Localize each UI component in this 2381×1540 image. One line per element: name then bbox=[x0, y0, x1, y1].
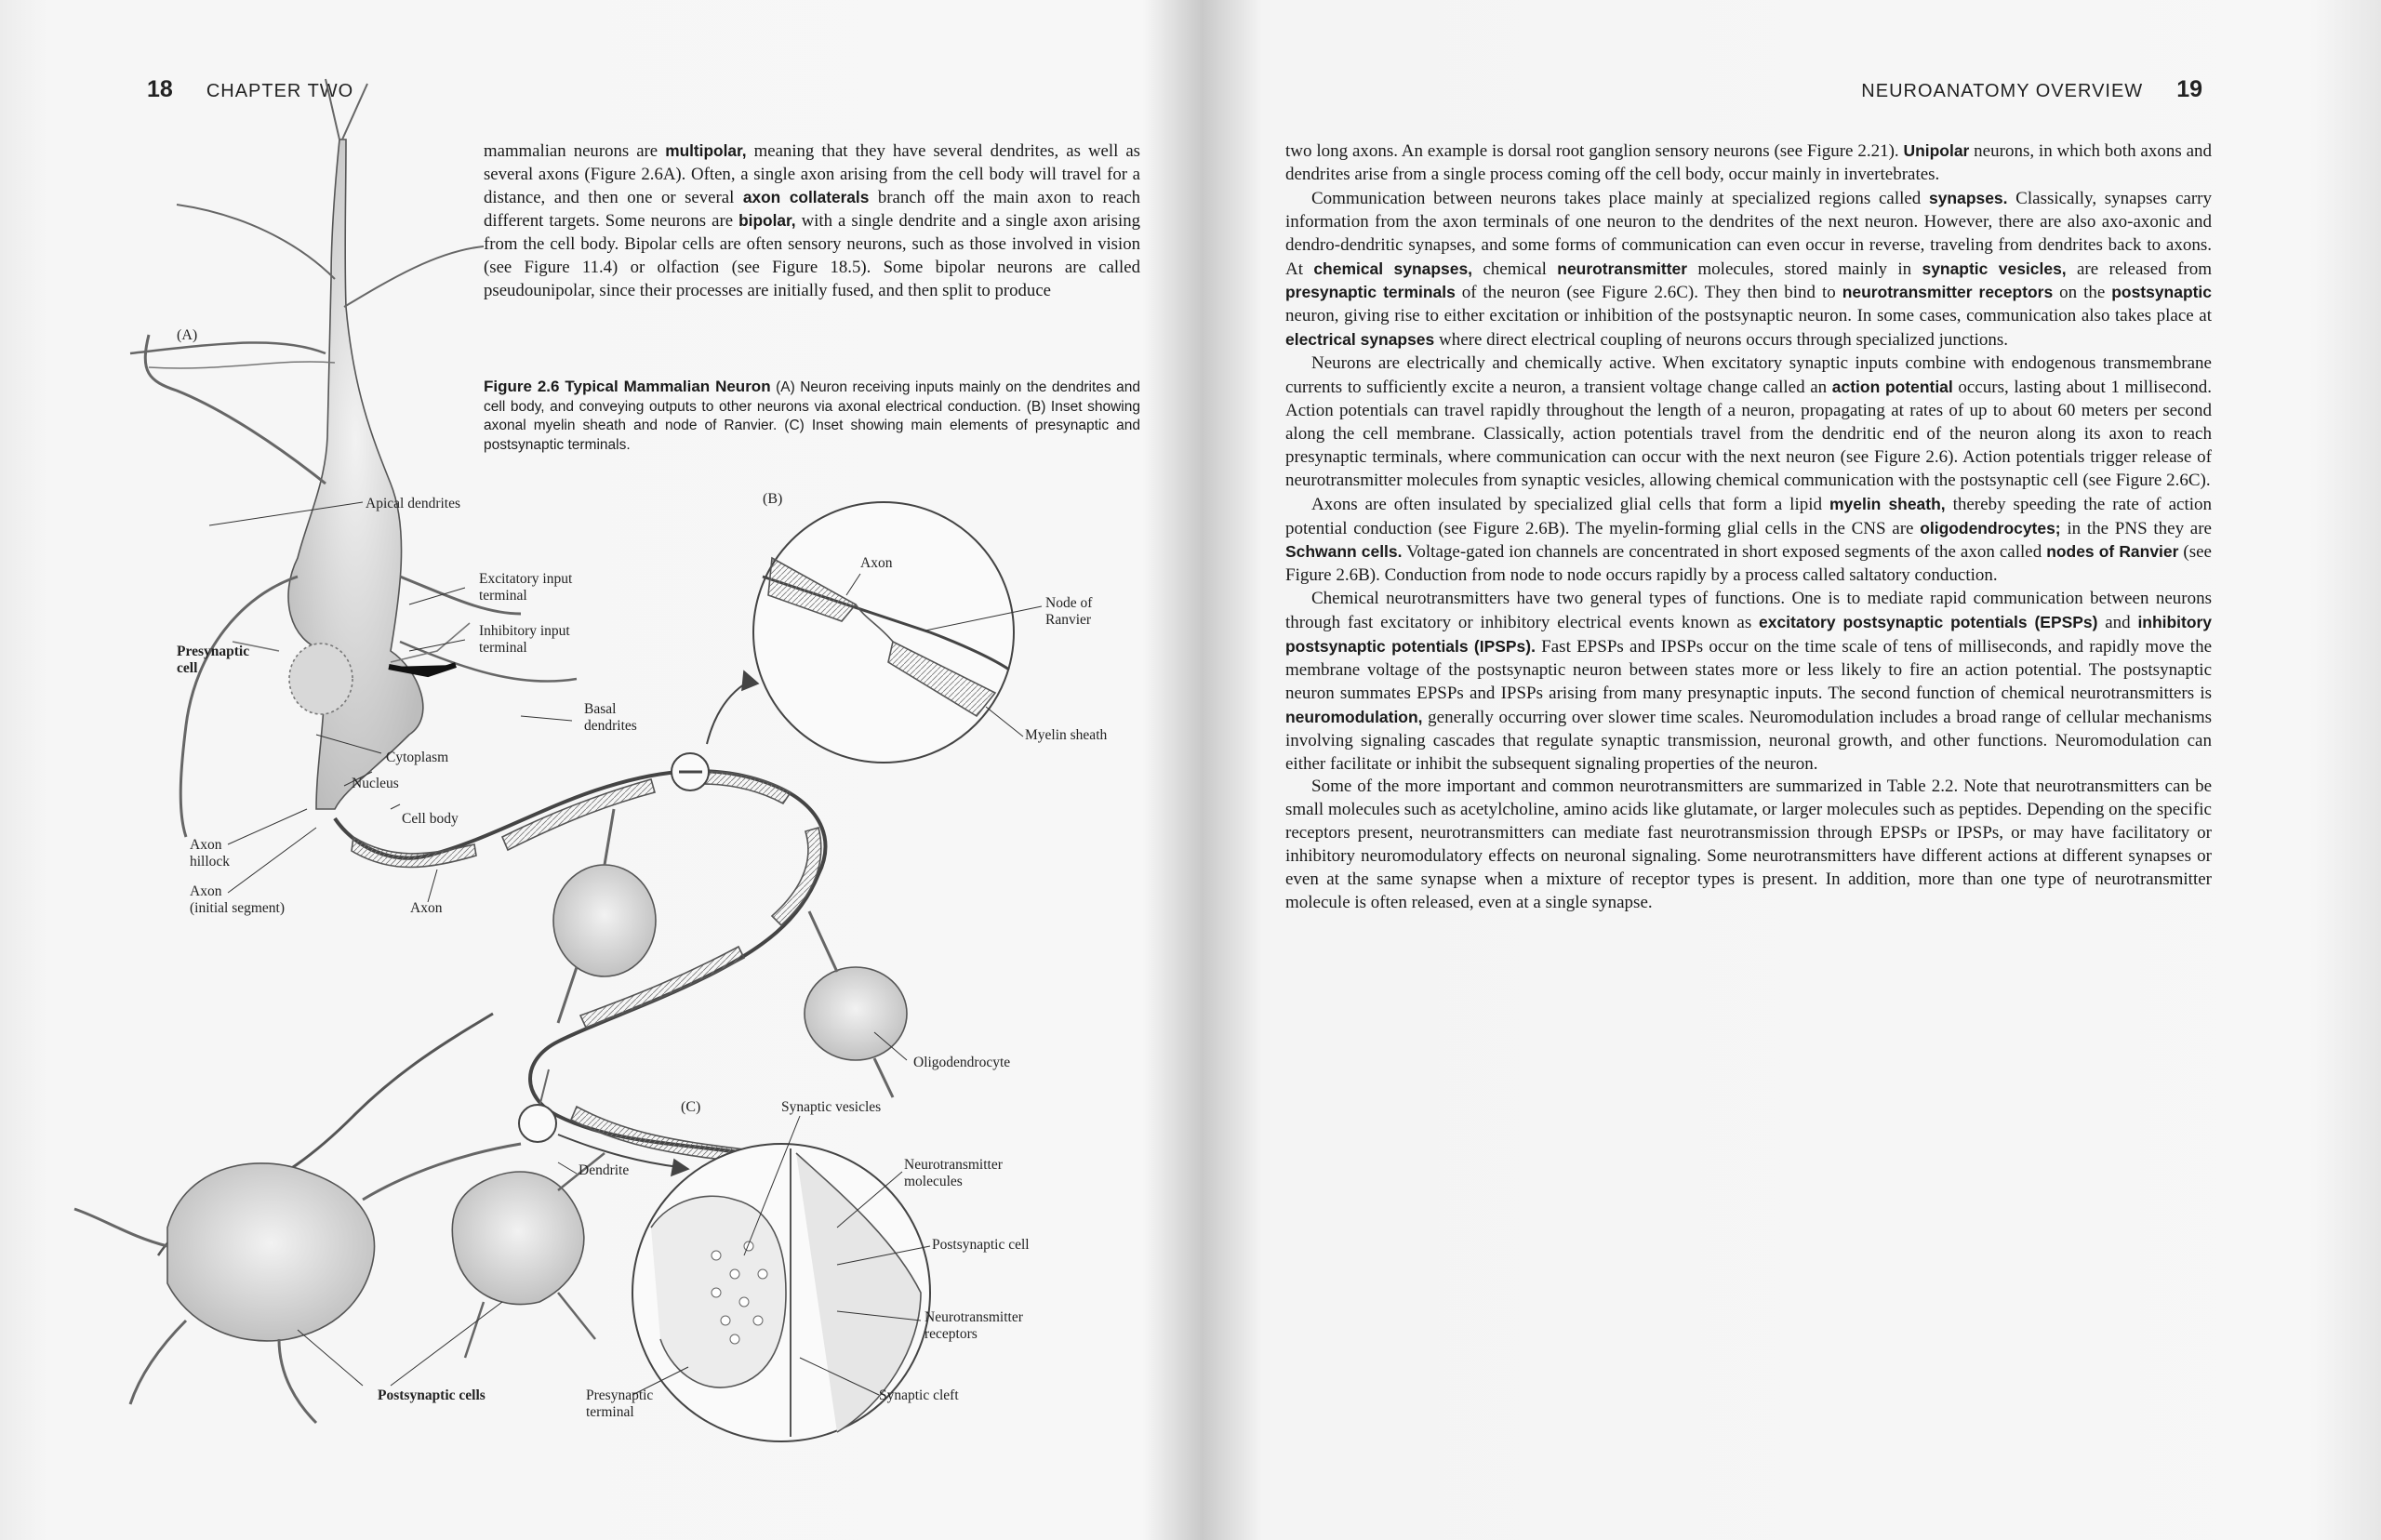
running-head: CHAPTER TWO bbox=[206, 81, 354, 101]
label-basal-dendrites: Basal dendrites bbox=[584, 701, 637, 734]
label-node-of-ranvier: Node of Ranvier bbox=[1045, 595, 1093, 628]
key-term: nodes of Ranvier bbox=[2046, 542, 2179, 562]
label-nt-receptors: Neurotransmitter receptors bbox=[924, 1309, 1023, 1342]
key-term: bipolar, bbox=[738, 211, 796, 230]
label-postsynaptic-cell: Postsynaptic cell bbox=[932, 1237, 1030, 1253]
key-term: presynaptic terminals bbox=[1285, 283, 1456, 302]
label-apical-dendrites: Apical dendrites bbox=[366, 496, 461, 511]
left-page bbox=[0, 0, 1200, 1525]
key-term: electrical synapses bbox=[1285, 330, 1435, 350]
paragraph: Axons are often insulated by specialized glial cells that form a lipid myelin sheath, thereby speeding the rate of action potential conduction (see Figure 2.6B). The myelin-forming glial cells in the CNS are oligodendrocytes; in the PNS they are Schwann cells. Voltage-gated ion channels are concentrated in short exposed segments of the axon called nodes of Ranvier (see Figure 2.6B). Conduction from node to node occurs rapidly by a process called saltatory conduction. bbox=[1285, 494, 2212, 586]
key-term: synaptic vesicles, bbox=[1922, 259, 2067, 278]
right-body-text bbox=[1285, 139, 2212, 915]
key-term: neurotransmitter bbox=[1557, 259, 1688, 278]
neuron-figure bbox=[0, 0, 1200, 1525]
caption-text: (A) Neuron receiving inputs mainly on the dendrites and cell body, and conveying outputs to other neurons via axonal electrical conduction. (B) Inset showing axonal myelin sheath and node of Ranvier. (C) Inset showing main elements of presynaptic and postsynaptic terminals. bbox=[484, 379, 1140, 453]
key-term: neuromodulation, bbox=[1285, 707, 1423, 726]
caption-title: Figure 2.6 Typical Mammalian Neuron bbox=[484, 378, 771, 395]
key-term: postsynaptic bbox=[2111, 283, 2212, 302]
key-term: synapses. bbox=[1929, 188, 2008, 207]
label-panel-b: (B) bbox=[763, 491, 783, 507]
key-term: axon collaterals bbox=[742, 188, 870, 206]
label-presynaptic-cell: Presynaptic cell bbox=[177, 644, 250, 676]
label-cytoplasm: Cytoplasm bbox=[386, 750, 449, 765]
paragraph: two long axons. An example is dorsal root ganglion sensory neurons (see Figure 2.21). Unipolar neurons, in which both axons and dendrites arise from a single process coming off the cell body, occur mainly in invertebrates. bbox=[1285, 141, 2213, 184]
label-presynaptic-terminal: Presynaptic terminal bbox=[586, 1387, 654, 1420]
label-nucleus: Nucleus bbox=[352, 776, 399, 791]
label-synaptic-vesicles: Synaptic vesicles bbox=[781, 1099, 882, 1115]
label-nt-molecules: Neurotransmitter molecules bbox=[904, 1157, 1003, 1189]
running-head: NEUROANATOMY OVERVIEW bbox=[1861, 81, 2144, 101]
key-term: inhibitory postsynaptic potentials (IPSPs). bbox=[1285, 613, 2213, 657]
right-page bbox=[1200, 0, 2381, 1525]
right-header bbox=[1861, 76, 2202, 103]
paragraph: mammalian neurons are multipolar, meaning that they have several dendrites, as well as several axons (Figure 2.6A). Often, a single axon arising from the cell body will travel for a distance, and then one or several axon collaterals branch off the main axon to reach different targets. Some neurons are bipolar, with a single dendrite and a single axon arising from the cell body. Bipolar cells are often sensory neurons, such as those involved in vision (see Figure 11.4) or olfaction (see Figure 18.5). Some bipolar neurons are called pseudounipolar, since their processes are initially fused, and then split to produce bbox=[484, 141, 1141, 300]
paragraph: Chemical neurotransmitters have two general types of functions. One is to mediate rapid communication between neurons through fast excitatory or inhibitory electrical events known as excitatory postsynaptic potentials (EPSPs) and inhibitory postsynaptic potentials (IPSPs). Fast EPSPs and IPSPs occur on the time scale of tens of milliseconds, and rapidly move the membrane voltage of the postsynaptic neuron between states more or less likely to fire an action potential. The postsynaptic neuron summates EPSPs and IPSPs arising from many presynaptic inputs. The second function of chemical neurotransmitters is neuromodulation, generally occurring over slower time scales. Neuromodulation includes a broad range of cellular mechanisms involving signaling cascades that regulate synaptic transmission, neuronal growth, and other functions. Neuromodulation can either facilitate or inhibit the subsequent signaling properties of the neuron. bbox=[1285, 589, 2213, 774]
key-term: myelin sheath, bbox=[1829, 494, 1946, 513]
label-panel-c: (C) bbox=[681, 1099, 701, 1115]
label-inhibitory-input: Inhibitory input terminal bbox=[479, 623, 570, 656]
key-term: multipolar, bbox=[665, 141, 747, 160]
key-term: excitatory postsynaptic potentials (EPSPs) bbox=[1759, 613, 2098, 632]
label-myelin-sheath: Myelin sheath bbox=[1025, 727, 1108, 743]
label-axon: Axon bbox=[410, 900, 443, 916]
key-term: action potential bbox=[1831, 378, 1953, 397]
page-number: 18 bbox=[147, 76, 173, 102]
label-axon-inset-b: Axon bbox=[860, 555, 893, 571]
key-term: Schwann cells. bbox=[1285, 542, 1403, 562]
label-synaptic-cleft: Synaptic cleft bbox=[879, 1387, 959, 1403]
label-axon-hillock: Axon hillock bbox=[190, 837, 231, 870]
presynaptic-neuron bbox=[130, 79, 577, 837]
inset-c-synapse bbox=[519, 1105, 930, 1441]
label-excitatory-input: Excitatory input terminal bbox=[479, 571, 573, 604]
label-dendrite: Dendrite bbox=[579, 1162, 630, 1178]
label-oligodendrocyte: Oligodendrocyte bbox=[913, 1055, 1011, 1070]
label-panel-a: (A) bbox=[177, 327, 198, 343]
key-term: neurotransmitter receptors bbox=[1842, 283, 2054, 302]
key-term: Unipolar bbox=[1903, 141, 1970, 160]
key-term: chemical synapses, bbox=[1313, 259, 1473, 278]
inset-b-node-of-ranvier bbox=[672, 502, 1014, 790]
page-number: 19 bbox=[2176, 76, 2202, 102]
label-axon-initial-segment: Axon (initial segment) bbox=[190, 883, 286, 916]
label-cell-body: Cell body bbox=[402, 811, 459, 827]
label-postsynaptic-cells: Postsynaptic cells bbox=[378, 1387, 486, 1403]
paragraph: Communication between neurons takes place mainly at specialized regions called synapses. Classically, synapses carry information from the axon terminals of one neuron to the dendrites of the next neuron. However, there are also axo-axonic and dendro-dendritic synapses, and some forms of communication can even occur in reverse, traveling from dendrites back to axons. At chemical synapses, chemical neurotransmitter molecules, stored mainly in synaptic vesicles, are released from presynaptic terminals of the neuron (see Figure 2.6C). They then bind to neurotransmitter receptors on the postsynaptic neuron, giving rise to either excitation or inhibition of the postsynaptic neuron. In some cases, communication also takes place at electrical synapses where direct electrical coupling of neurons occurs through specialized junctions. bbox=[1285, 188, 2213, 351]
neuron-illustration bbox=[0, 0, 1200, 1525]
paragraph: Some of the more important and common neurotransmitters are summarized in Table 2.2. Note that neurotransmitters can be small molecules such as acetylcholine, amino acids like glutamate, or larger molecules such as peptides. Depending on the specific receptors present, neurotransmitters can mediate fast neurotransmission through EPSPs or IPSPs, or may have facilitatory or inhibitory neuromodulatory effects on neuronal signaling. Some neurotransmitters have different actions at different synapses or even at the same synapse when a mixture of receptor types is present. In addition, more than one type of neurotransmitter molecule is often released, even at a single synapse. bbox=[1285, 777, 2212, 912]
paragraph: Neurons are electrically and chemically active. When excitatory synaptic inputs combine with endogenous transmembrane currents to sufficiently excite a neuron, a transient voltage change called an action potential occurs, lasting about 1 millisecond. Action potentials can travel rapidly throughout the length of a neuron, propagating at rates of up to about 60 meters per second along the cell membrane. Classically, action potentials travel from the dendritic end of the neuron along its axon to reach presynaptic terminals, where communication can occur with the next neuron (see Figure 2.6). Action potentials trigger release of neurotransmitter molecules from synaptic vesicles, allowing chemical communication with the postsynaptic cell (see Figure 2.6C). bbox=[1285, 353, 2212, 490]
key-term: oligodendrocytes; bbox=[1920, 518, 2061, 538]
